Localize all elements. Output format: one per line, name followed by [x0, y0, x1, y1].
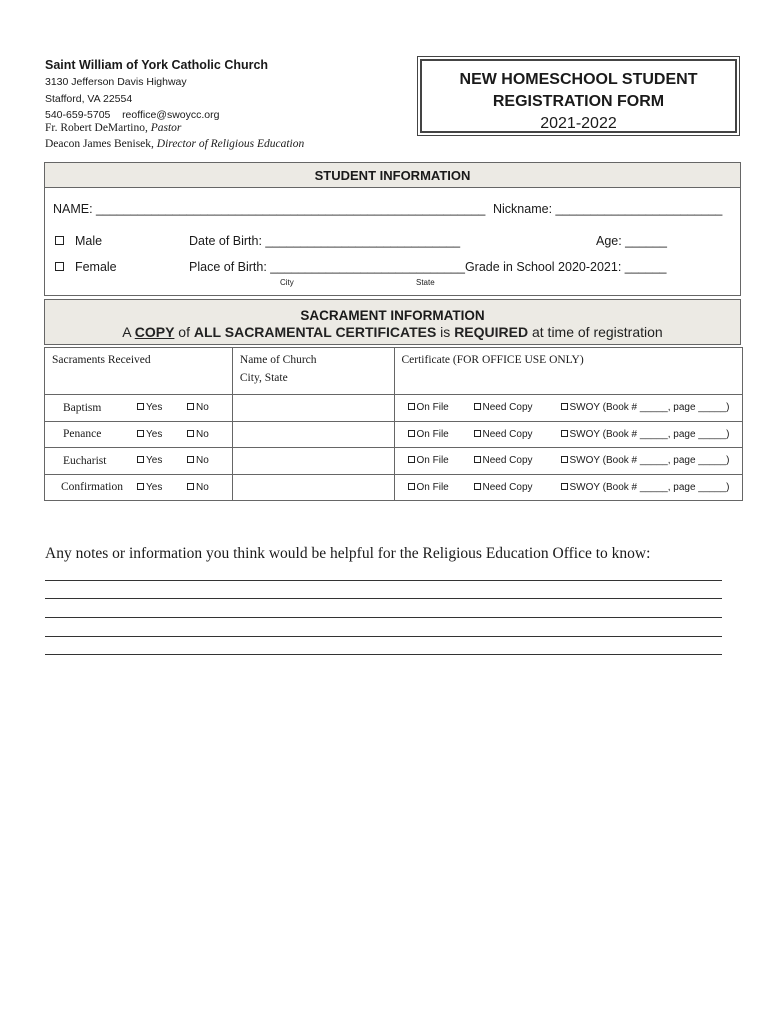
yes-option[interactable]: [137, 482, 187, 493]
swoy-option[interactable]: [561, 455, 730, 466]
nickname-field[interactable]: Nickname: ________________________: [493, 202, 723, 216]
no-option[interactable]: [187, 455, 209, 466]
on-file-label: On File: [416, 481, 449, 493]
col-name-of-church: Name of Church City, State: [232, 348, 394, 395]
form-title-line-2: REGISTRATION FORM: [492, 93, 665, 110]
notes-line-5[interactable]: [45, 654, 722, 655]
yes-checkbox[interactable]: [137, 456, 144, 463]
sacrament-row: [45, 395, 743, 422]
no-label: No: [196, 402, 209, 414]
no-label: No: [196, 428, 209, 440]
city-caption: City: [280, 278, 294, 287]
church-name: Saint William of York Catholic Church: [45, 58, 269, 72]
state-caption: State: [416, 278, 435, 287]
male-option[interactable]: [55, 234, 102, 248]
female-option[interactable]: [55, 260, 117, 274]
sacrament-name: Penance: [63, 428, 102, 441]
on-file-checkbox[interactable]: [408, 483, 415, 490]
on-file-checkbox[interactable]: [408, 456, 415, 463]
no-checkbox[interactable]: [187, 430, 194, 437]
student-information-section: [44, 162, 741, 296]
sacrament-row: [45, 474, 743, 501]
female-label: Female: [74, 260, 117, 274]
student-section-title: STUDENT INFORMATION: [45, 163, 740, 188]
col-certificate: Certificate (FOR OFFICE USE ONLY): [394, 348, 743, 395]
need-copy-option[interactable]: [474, 482, 561, 493]
sacrament-table-header: [45, 348, 743, 395]
need-copy-option[interactable]: [474, 429, 561, 440]
sacrament-name: Baptism: [63, 401, 102, 414]
on-file-checkbox[interactable]: [408, 430, 415, 437]
need-copy-checkbox[interactable]: [474, 456, 481, 463]
no-option[interactable]: [187, 429, 209, 440]
swoy-option[interactable]: [561, 482, 730, 493]
sacrament-row: [45, 421, 743, 448]
yes-label: Yes: [146, 481, 163, 493]
swoy-label: SWOY (Book # _____, page _____): [569, 428, 730, 440]
sacrament-information-header: [44, 299, 741, 345]
male-label: Male: [74, 234, 103, 248]
church-name-input[interactable]: [232, 421, 394, 448]
on-file-checkbox[interactable]: [408, 403, 415, 410]
notes-line-3[interactable]: [45, 617, 722, 618]
swoy-checkbox[interactable]: [561, 430, 568, 437]
notes-label: Any notes or information you think would be helpful for the Religious Education Office to know:: [45, 545, 651, 562]
swoy-option[interactable]: [561, 402, 730, 413]
on-file-option[interactable]: [408, 482, 474, 493]
name-field[interactable]: NAME: ________________________________________________________: [53, 202, 486, 216]
female-checkbox[interactable]: [55, 262, 64, 271]
address-line-2: Stafford, VA 22554: [45, 93, 133, 105]
dob-field[interactable]: Date of Birth: ____________________________: [189, 234, 461, 248]
no-label: No: [196, 455, 209, 467]
form-title-box: [417, 56, 740, 136]
pastor-title: Pastor: [150, 122, 182, 134]
yes-label: Yes: [146, 455, 163, 467]
sacrament-row: [45, 448, 743, 475]
yes-label: Yes: [146, 428, 163, 440]
sacrament-name: Confirmation: [61, 481, 123, 494]
on-file-label: On File: [416, 428, 449, 440]
swoy-label: SWOY (Book # _____, page _____): [569, 481, 730, 493]
contact-line: [45, 109, 219, 121]
sacrament-received-cell: [45, 474, 233, 501]
certificate-cell: [394, 421, 743, 448]
yes-option[interactable]: [137, 455, 187, 466]
notes-line-2[interactable]: [45, 598, 722, 599]
certificate-cell: [394, 448, 743, 475]
phone: 540-659-5705: [45, 109, 111, 121]
church-name-input[interactable]: [232, 395, 394, 422]
swoy-label: SWOY (Book # _____, page _____): [569, 455, 730, 467]
need-copy-label: Need Copy: [482, 481, 533, 493]
need-copy-option[interactable]: [474, 455, 561, 466]
need-copy-checkbox[interactable]: [474, 430, 481, 437]
form-title-line-1: NEW HOMESCHOOL STUDENT: [459, 71, 698, 88]
pastor-name: Fr. Robert DeMartino,: [45, 122, 151, 134]
deacon-title: Director of Religious Education: [156, 138, 305, 150]
sacrament-received-cell: [45, 421, 233, 448]
deacon-line: [45, 138, 304, 150]
certificate-cell: [394, 395, 743, 422]
age-field[interactable]: Age: ______: [596, 234, 667, 248]
sacrament-name: Eucharist: [63, 454, 107, 467]
notes-line-4[interactable]: [45, 636, 722, 637]
no-checkbox[interactable]: [187, 403, 194, 410]
no-label: No: [196, 481, 209, 493]
church-name-input[interactable]: [232, 448, 394, 475]
sacrament-section-title: SACRAMENT INFORMATION: [300, 308, 485, 323]
address-line-1: 3130 Jefferson Davis Highway: [45, 76, 187, 88]
no-option[interactable]: [187, 482, 209, 493]
yes-checkbox[interactable]: [137, 430, 144, 437]
swoy-checkbox[interactable]: [561, 456, 568, 463]
no-option[interactable]: [187, 402, 209, 413]
pastor-line: [45, 122, 181, 134]
deacon-name: Deacon James Benisek,: [45, 138, 157, 150]
church-name-input[interactable]: [232, 474, 394, 501]
certificate-cell: [394, 474, 743, 501]
on-file-label: On File: [416, 455, 449, 467]
yes-option[interactable]: [137, 402, 187, 413]
on-file-option[interactable]: [408, 455, 474, 466]
male-checkbox[interactable]: [55, 236, 64, 245]
sacrament-received-cell: [45, 395, 233, 422]
on-file-label: On File: [416, 402, 449, 414]
certificate-requirement-note: A COPY of ALL SACRAMENTAL CERTIFICATES is REQUIRED at time of registration: [122, 324, 663, 340]
need-copy-checkbox[interactable]: [474, 483, 481, 490]
on-file-option[interactable]: [408, 402, 474, 413]
need-copy-option[interactable]: [474, 402, 561, 413]
form-year: 2021-2022: [540, 115, 617, 132]
need-copy-label: Need Copy: [482, 428, 533, 440]
yes-label: Yes: [146, 402, 163, 414]
email: reoffice@swoycc.org: [122, 109, 220, 121]
swoy-checkbox[interactable]: [561, 403, 568, 410]
swoy-label: SWOY (Book # _____, page _____): [569, 402, 730, 414]
no-checkbox[interactable]: [187, 456, 194, 463]
sacrament-received-cell: [45, 448, 233, 475]
col-sacraments-received: Sacraments Received: [45, 348, 233, 395]
yes-option[interactable]: [137, 429, 187, 440]
no-checkbox[interactable]: [187, 483, 194, 490]
need-copy-label: Need Copy: [482, 455, 533, 467]
on-file-option[interactable]: [408, 429, 474, 440]
need-copy-label: Need Copy: [482, 402, 533, 414]
swoy-checkbox[interactable]: [561, 483, 568, 490]
need-copy-checkbox[interactable]: [474, 403, 481, 410]
yes-checkbox[interactable]: [137, 403, 144, 410]
place-of-birth-grade-field[interactable]: Place of Birth: ____________________________Grade in School 2020-2021: ______: [189, 260, 667, 274]
yes-checkbox[interactable]: [137, 483, 144, 490]
notes-line-1[interactable]: [45, 580, 722, 581]
sacrament-table: [44, 347, 743, 501]
swoy-option[interactable]: [561, 429, 730, 440]
